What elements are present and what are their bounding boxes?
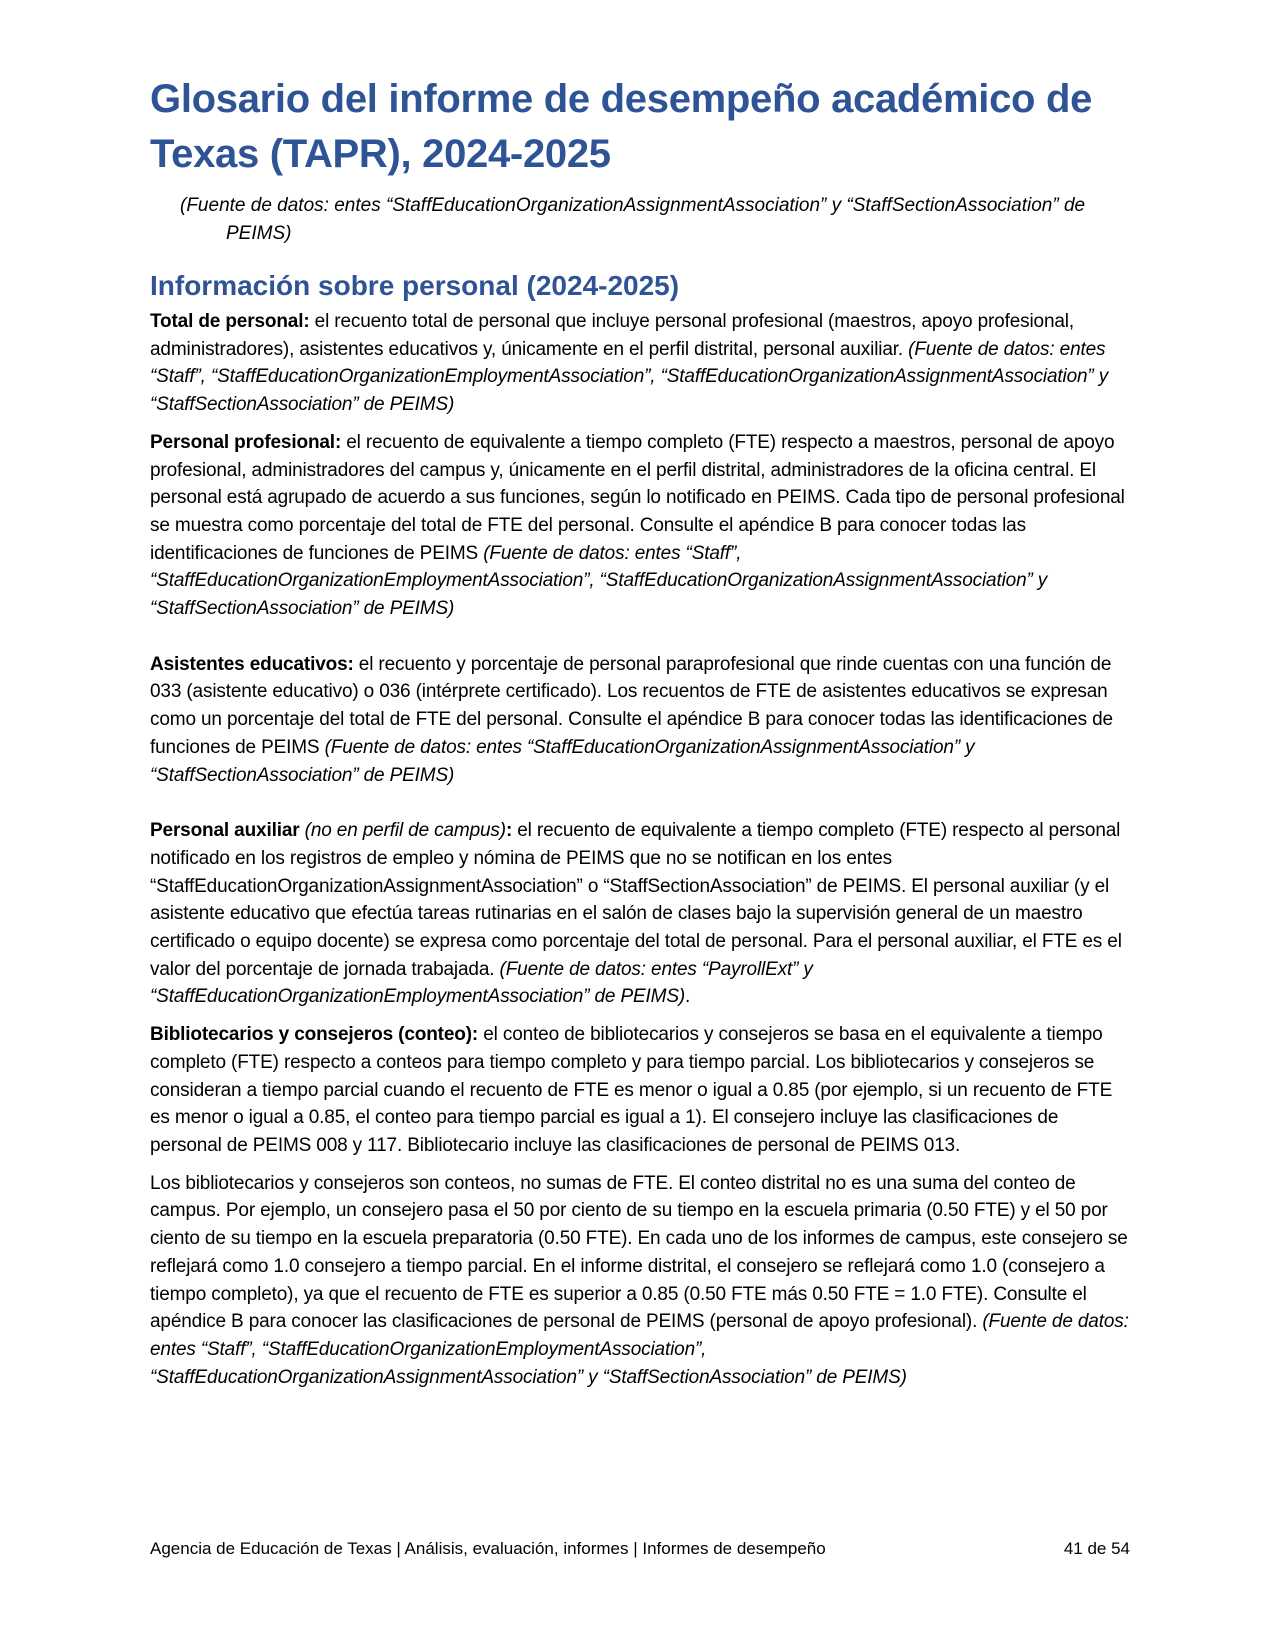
entry-definition: el recuento de equivalente a tiempo completo (FTE) respecto al personal notificado en los registros de empleo y nómina de PEIMS que no se notifican en los entes “StaffEducationOrganizationAssignmentAssociation” o “StaffSectionAssociation” de PEIMS. El personal auxiliar (y el asistente educativo que efectúa tareas rutinarias en el salón de clases bajo la supervisión general de un maestro certificado o equipo docente) se expresa como porcentaje del total de personal. Para el personal auxiliar, el FTE es el valor del porcentaje de jornada trabajada. — [150, 820, 1122, 980]
entry-definition: el recuento y porcentaje de personal paraprofesional que rinde cuentas con una función de 033 (asistente educativo) o 036 (intérprete certificado). Los recuentos de FTE de asistentes educativos se expresan como un porcentaje del total de FTE del personal. Consulte el apéndice B para conocer todas las identificaciones de funciones de PEIMS — [150, 653, 1113, 758]
entry-qualifier: (no en perfil de campus) — [299, 820, 506, 842]
glossary-entry-bibliotecarios-consejeros — [150, 1021, 1130, 1160]
glossary-entry-total-personal — [150, 308, 1130, 419]
entry-definition: el recuento de equivalente a tiempo completo (FTE) respecto a maestros, personal de apoyo profesional, administradores del campus y, únicamente en el perfil distrital, administradores de la oficina central. El personal está agrupado de acuerdo a sus funciones, según lo notificado en PEIMS. Cada tipo de personal profesional se muestra como porcentaje del total de FTE del personal. Consulte el apéndice B para conocer todas las identificaciones de funciones de PEIMS — [150, 431, 1125, 564]
entry-source: (Fuente de datos: entes “Staff”, “StaffEducationOrganizationEmploymentAssociation”, “StaffEducationOrganizationAssignmentAssociation” y “StaffSectionAssociation” de PEIMS) — [150, 542, 1048, 620]
footer-agency-text: Agencia de Educación de Texas | Análisis, evaluación, informes | Informes de desempeño — [150, 1539, 826, 1558]
document-page — [150, 72, 1130, 1401]
followup-source: (Fuente de datos: entes “Staff”, “StaffEducationOrganizationEmploymentAssociation”, “StaffEducationOrganizationAssignmentAssociation” y “StaffSectionAssociation” de PEIMS) — [150, 1311, 1129, 1388]
entry-source: (Fuente de datos: entes “PayrollExt” y “StaffEducationOrganizationEmploymentAssociation” de PEIMS) — [150, 958, 813, 1008]
glossary-followup-paragraph — [150, 1170, 1130, 1392]
section-heading: Información sobre personal (2024-2025) — [150, 270, 680, 301]
entry-source: (Fuente de datos: entes “StaffEducationOrganizationAssignmentAssociation” y “StaffSectionAssociation” de PEIMS) — [150, 736, 975, 786]
glossary-entry-personal-profesional — [150, 429, 1130, 623]
entry-term: Bibliotecarios y consejeros (conteo): — [150, 1024, 479, 1046]
entry-colon: : — [505, 820, 513, 842]
page-footer — [150, 1537, 1130, 1561]
entry-term: Asistentes educativos: — [150, 653, 354, 675]
glossary-entry-asistentes-educativos — [150, 651, 1130, 790]
entry-term: Personal profesional: — [150, 431, 342, 453]
entry-term: Personal auxiliar — [150, 820, 300, 842]
followup-text: Los bibliotecarios y consejeros son conteos, no sumas de FTE. El conteo distrital no es una suma del conteo de campus. Por ejemplo, un consejero pasa el 50 por ciento de su tiempo en la escuela primaria (0.50 FTE) y el 50 por ciento de su tiempo en la escuela preparatoria (0.50 FTE). En cada uno de los informes de campus, este consejero se reflejará como 1.0 consejero a tiempo parcial. En el informe distrital, el consejero se reflejará como 1.0 (consejero a tiempo completo), ya que el recuento de FTE es superior a 0.85 (0.50 FTE más 0.50 FTE = 1.0 FTE). Consulte el apéndice B para conocer las clasificaciones de personal de PEIMS (personal de apoyo profesional). — [150, 1172, 1128, 1333]
title-source-note: (Fuente de datos: entes “StaffEducationOrganizationAssignmentAssociation” y “StaffSectionAssociation” de PEIMS) — [180, 195, 1086, 244]
entry-definition: el conteo de bibliotecarios y consejeros se basa en el equivalente a tiempo completo (FTE) respecto a conteos para tiempo completo y para tiempo parcial. Los bibliotecarios y consejeros se consideran a tiempo parcial cuando el recuento de FTE es menor o igual a 0.85 (por ejemplo, si un recuento de FTE es menor o igual a 0.85, el conteo para tiempo parcial es igual a 1). El consejero incluye las clasificaciones de personal de PEIMS 008 y 117. Bibliotecario incluye las clasificaciones de personal de PEIMS 013. — [150, 1024, 1113, 1156]
entry-term: Total de personal: — [150, 311, 310, 332]
entry-trailing: . — [685, 986, 691, 1008]
entry-definition: el recuento total de personal que incluye personal profesional (maestros, apoyo profesional, administradores), asistentes educativos y, únicamente en el perfil distrital, personal auxiliar. — [150, 311, 1074, 360]
glossary-entry-personal-auxiliar — [150, 817, 1130, 1011]
page-number: 41 de 54 — [1063, 1539, 1130, 1558]
document-title: Glosario del informe de desempeño académico de Texas (TAPR), 2024-2025 — [150, 77, 1093, 176]
entry-source: (Fuente de datos: entes “Staff”, “StaffEducationOrganizationEmploymentAssociation”, “StaffEducationOrganizationAssignmentAssociation” y “StaffSectionAssociation” de PEIMS) — [150, 338, 1109, 416]
